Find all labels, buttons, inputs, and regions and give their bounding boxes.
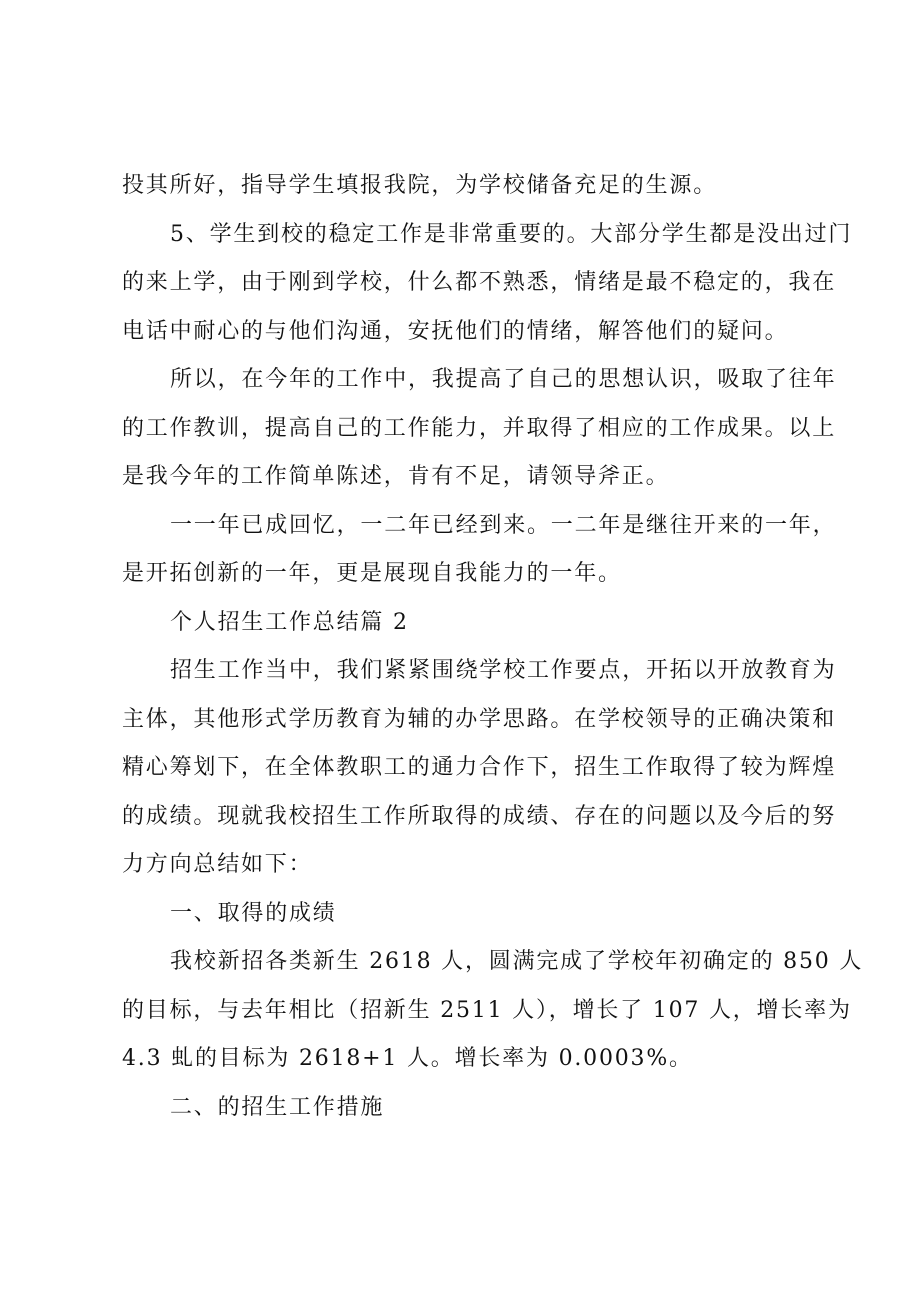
- text-line: 是开拓创新的一年，更是展现自我能力的一年。: [122, 561, 622, 586]
- text-line: 力方向总结如下：: [122, 852, 313, 877]
- text-line: 的工作教训，提高自己的工作能力，并取得了相应的工作成果。以上: [122, 415, 837, 441]
- text-line: 是我今年的工作简单陈述，肯有不足，请领导斧正。: [122, 464, 670, 489]
- subheading-measures: 二、的招生工作措施: [170, 1094, 385, 1120]
- text-line: 投其所好，指导学生填报我院，为学校储备充足的生源。: [122, 173, 718, 198]
- paragraph-start-line: 所以，在今年的工作中，我提高了自己的思想认识，吸取了往年: [170, 367, 837, 392]
- paragraph-start-line: 5、学生到校的稳定工作是非常重要的。大部分学生都是没出过门: [170, 221, 853, 247]
- paragraph-start-line: 招生工作当中，我们紧紧围绕学校工作要点，开拓以开放教育为: [170, 658, 837, 683]
- section-title: 个人招生工作总结篇 2: [170, 609, 409, 635]
- text-line: 的成绩。现就我校招生工作所取得的成绩、存在的问题以及今后的努: [122, 803, 837, 829]
- text-line: 的来上学，由于刚到学校，什么都不熟悉，情绪是最不稳定的，我在: [122, 270, 837, 295]
- paragraph-start-line: 一一年已成回忆，一二年已经到来。一二年是继往开来的一年，: [170, 512, 837, 538]
- text-line: 主体，其他形式学历教育为辅的办学思路。在学校领导的正确决策和: [122, 706, 837, 732]
- text-line: 4.3 虬的目标为 2618+1 人。增长率为 0.0003%。: [122, 1046, 693, 1071]
- subheading-achievements: 一、取得的成绩: [170, 900, 337, 926]
- text-line: 精心筹划下，在全体教职工的通力合作下，招生工作取得了较为辉煌: [122, 755, 837, 780]
- paragraph-start-line: 我校新招各类新生 2618 人，圆满完成了学校年初确定的 850 人: [170, 949, 864, 974]
- text-line: 的目标，与去年相比（招新生 2511 人），增长了 107 人，增长率为: [122, 997, 852, 1023]
- text-line: 电话中耐心的与他们沟通，安抚他们的情绪，解答他们的疑问。: [122, 318, 789, 344]
- document-body: [122, 162, 864, 1132]
